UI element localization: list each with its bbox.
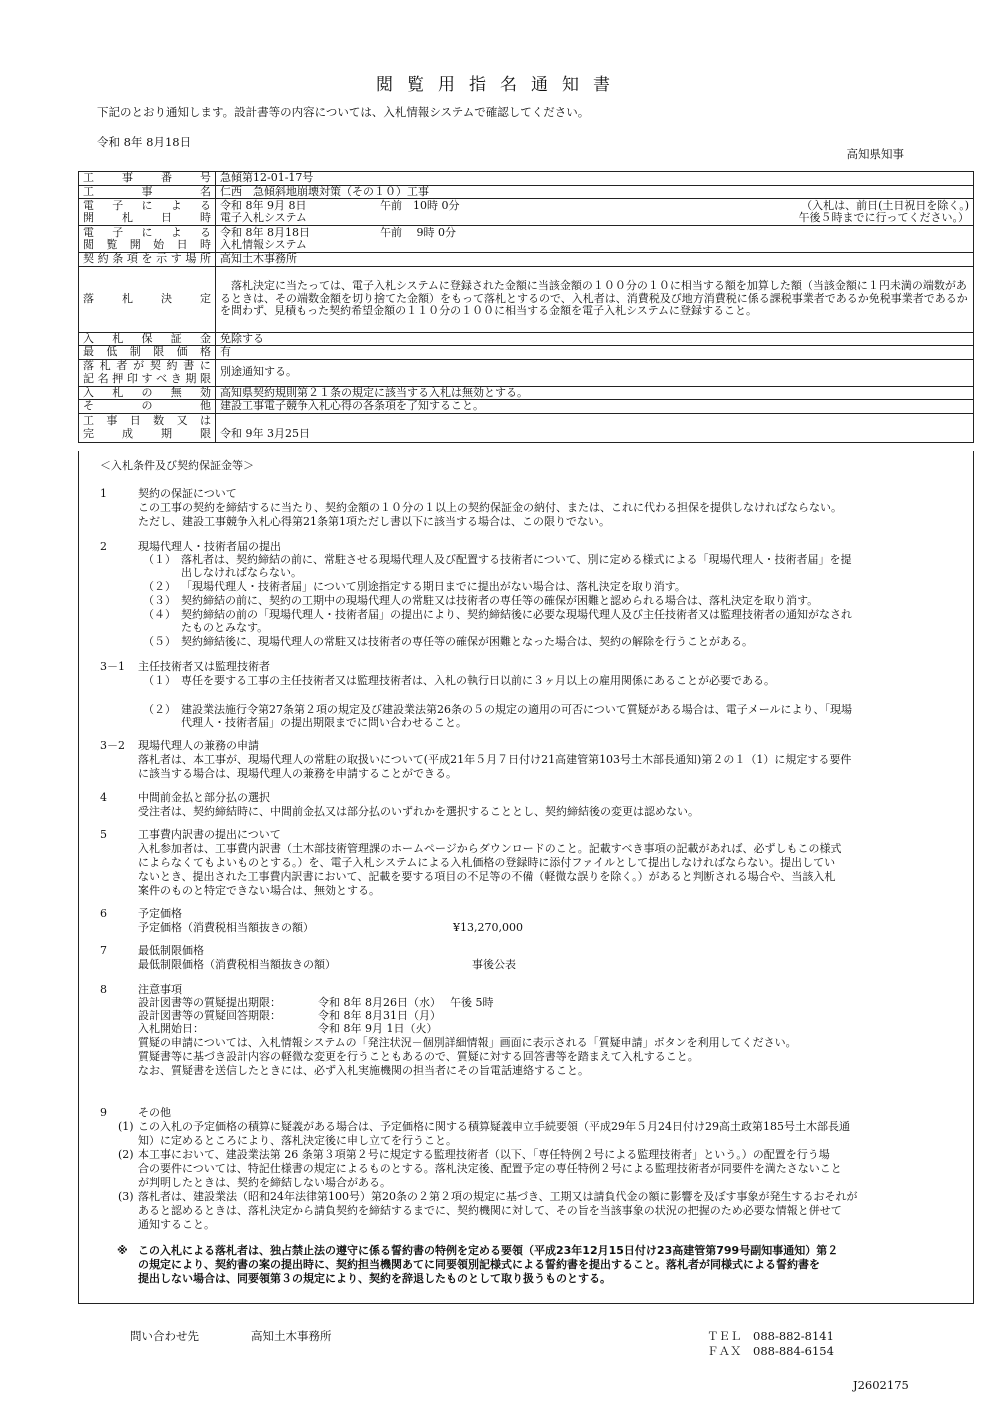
notice-text: の規定により、契約書の案の提出時に、契約担当機関あてに同要領別記様式による誓約書を提出すること。落札者が同様式による誓約書を [138, 1258, 820, 1271]
label-char: 開 [83, 211, 94, 224]
label-char: す [141, 371, 153, 385]
spaced-label [83, 387, 211, 400]
etsuran-system: 入札情報システム [220, 238, 307, 251]
label-rakusatsu [79, 266, 216, 332]
kaisatsu-date: 令和 8年 9月 8日 [220, 198, 307, 212]
section-title: 最低制限価格 [138, 944, 204, 957]
item-text: 知）に定めるところにより、落札決定後に申し立てを行うこと。 [138, 1134, 457, 1147]
label-char: 札 [112, 331, 124, 345]
section-number: 8 [100, 983, 107, 996]
kaisatsu-note2: 午後５時までに行ってください。） [798, 211, 969, 224]
spaced-label [83, 373, 211, 386]
section-title: その他 [138, 1106, 171, 1119]
label-char: 定 [200, 291, 211, 305]
notice-mark: ※ [117, 1244, 128, 1257]
label-char: 時 [199, 238, 211, 251]
label-char: 番 [161, 171, 172, 184]
label-char: 項 [126, 252, 138, 265]
item-text: あると認めるときは、落札決定から請負契約を締結するまでに、契約機関に対して、その旨を当該事象の状況の把握のため必要な情報と併せて [138, 1204, 842, 1217]
label-char: 開 [129, 238, 141, 251]
section-text: に該当する場合は、現場代理人の兼務を申請することができる。 [138, 767, 457, 780]
label-char: 工 [83, 414, 94, 427]
section-text: 受注者は、契約締結時に、中間前金払又は部分払のいずれかを選択することとし、契約締結後の変更は認めない。 [138, 805, 699, 818]
contact-fax: ＦＡＸ 088-884-6154 [707, 1344, 834, 1358]
label-char: 名 [200, 184, 211, 198]
label-char: 効 [200, 385, 211, 399]
label-kanryo [79, 413, 216, 442]
item-text: 落札者は、契約締結の前に、常駐させる現場代理人及び配置する技術者について、別に定める様式による「現場代理人・技術者届」を提 [181, 553, 852, 566]
label-char: 印 [126, 371, 138, 385]
item-text: 専任を要する工事の主任技術者又は監理技術者は、入札の執行日以前に３ヶ月以上の雇用関係にあることが必要である。 [181, 674, 775, 687]
label-char: に [199, 359, 211, 372]
schedule-label: 設計図書等の質疑提出期限： [138, 996, 281, 1009]
value-etsuran [216, 226, 974, 253]
label-kaisatsu [79, 199, 216, 226]
section-number: 3－2 [100, 739, 125, 752]
label-char: 札 [122, 211, 133, 224]
item-number: （２） [143, 703, 176, 716]
section-text: この工事の契約を締結するに当たり、契約金額の１０分の１以上の契約保証金の納付、または、これに代わる担保を提供しなければならない。 [138, 501, 842, 514]
label-char: 限 [200, 426, 211, 440]
item-text: この入札の予定価格の積算に疑義がある場合は、予定価格に関する積算疑義申立手続要領（平成29年５月24日付け29高土政第185号土木部長通 [138, 1120, 850, 1133]
item-text: 出しなければならない。 [181, 566, 302, 579]
section-number: 2 [100, 540, 107, 553]
label-char: 入 [83, 385, 94, 399]
spaced-label [83, 186, 211, 199]
label-char: 期 [185, 371, 197, 385]
label-char: 子 [112, 198, 124, 212]
label-char: が [133, 359, 145, 372]
spaced-label [83, 212, 211, 225]
label-char: 限 [200, 371, 211, 385]
label-char: 期 [161, 426, 172, 440]
spaced-label [83, 415, 211, 428]
item-number: （１） [143, 674, 176, 687]
issuer: 高知県知事 [846, 147, 904, 161]
label-char: 約 [166, 359, 178, 372]
schedule-value: 令和 8年 9月 1日（火） [318, 1022, 438, 1035]
etsuran-date: 令和 8年 8月18日 [220, 225, 310, 239]
label-char: 電 [83, 225, 94, 239]
label-char: 契 [149, 359, 161, 372]
section-title: 現場代理人・技術者届の提出 [138, 540, 281, 553]
label-char: 電 [83, 198, 94, 212]
kaisatsu-line2 [220, 212, 969, 225]
label-char: 日 [161, 211, 172, 224]
label-char: 落 [83, 359, 94, 372]
section-text: 落札者は、本工事が、現場代理人の常駐の取扱いについて(平成21年５月７日付け21高建管第103号土木部長通知)第２の１（1）に規定する要件 [138, 753, 852, 766]
label-char: 押 [112, 371, 124, 385]
label-char: 工 [83, 171, 94, 184]
value-kanryo: 令和 9年 3月25日 [216, 413, 974, 442]
label-char: 事 [106, 414, 118, 427]
label-char: の [141, 385, 153, 399]
item-number: (1) [118, 1120, 134, 1133]
kaisatsu-system: 電子入札システム [220, 211, 307, 224]
item-number: （２） [143, 580, 176, 593]
section-title: 注意事項 [138, 983, 182, 996]
label-char: 格 [199, 345, 211, 358]
label-char: 最 [83, 345, 94, 358]
spaced-label [83, 333, 211, 346]
label-char: 示 [156, 252, 168, 265]
label-kimei [79, 359, 216, 386]
notice-date: 令和 8年 8月18日 [97, 135, 192, 149]
label-char: る [200, 225, 211, 239]
item-text: 本工事において、建設業法第 26 条第３項第２号に規定する監理技術者（以下、「専任特例２号による監理技術者」という。）の配置を行う場 [138, 1148, 830, 1161]
label-char: 始 [153, 238, 165, 251]
section-number: 7 [100, 944, 107, 957]
label-char: 記 [83, 371, 94, 385]
label-mukou [79, 386, 216, 400]
label-char: す [170, 252, 182, 265]
item-text: 建設業法施行令第27条第２項の規定及び建設業法第26条の５の規定の適用の可否について質疑がある場合は、電子メールにより、「現場 [181, 703, 853, 716]
label-koji-bango [79, 172, 216, 186]
spaced-label [83, 400, 211, 413]
section-title: 中間前金払と部分払の選択 [138, 791, 270, 804]
label-char: 決 [161, 291, 172, 305]
item-text: たものとみなす。 [181, 621, 269, 634]
label-char: 条 [112, 252, 124, 265]
label-char: 名 [97, 371, 109, 385]
schedule-label: 設計図書等の質疑回答期限： [138, 1009, 281, 1022]
item-number: (2) [118, 1148, 134, 1161]
value-koji-mei: 仁西 急傾斜地崩壊対策（その１０）工事 [216, 185, 974, 199]
section-text: 案件のものと特定できない場合は、無効とする。 [138, 884, 380, 897]
value-mukou: 高知県契約規則第２１条の規定に該当する入札は無効とする。 [216, 386, 974, 400]
label-hoshokin [79, 332, 216, 346]
saitei-value: 事後公表 [472, 958, 516, 971]
page-title: 閲覧用指名通知書 [376, 75, 624, 95]
label-char: き [170, 371, 182, 385]
item-text: が判明したときは、契約を締結しない場合がある。 [138, 1176, 391, 1189]
value-hoshokin: 免除する [216, 332, 974, 346]
value-kaisatsu [216, 199, 974, 226]
yotei-label: 予定価格（消費税相当額抜きの額） [138, 921, 314, 934]
label-char: 札 [99, 359, 111, 372]
schedule-label: 入札開始日： [138, 1022, 204, 1035]
spaced-label [83, 253, 211, 266]
label-char: よ [170, 225, 182, 239]
label-char: 時 [200, 211, 211, 224]
label-char: る [200, 198, 211, 212]
conditions-heading: ＜入札条件及び契約保証金等＞ [100, 459, 254, 472]
section-number: 6 [100, 907, 107, 920]
label-char: 工 [83, 184, 94, 198]
label-char: 又 [176, 414, 188, 427]
item-number: （５） [143, 635, 176, 648]
label-char: に [141, 198, 153, 212]
item-number: （４） [143, 608, 176, 621]
section-text: によらなくてもよいものとする。）を、電子入札システムによる入札価格の登録時に添付ファイルとして提出しなければならない。提出してい [138, 856, 836, 869]
value-keiyaku-jimusho: 高知土木事務所 [216, 253, 974, 267]
label-char: べ [156, 371, 168, 385]
label-char: 覧 [106, 238, 118, 251]
label-char: 子 [112, 225, 124, 239]
label-char: そ [83, 399, 94, 412]
section-text: ただし、建設工事競争入札心得第21条第1項ただし書以下に該当する場合は、この限りでない。 [138, 515, 610, 528]
item-text: 合の要件については、特記仕様書の規定によるものとする。落札決定後、配置予定の専任特例２号による監理技術者が同要件を満たさないこと [138, 1162, 842, 1175]
spaced-label [83, 200, 211, 213]
label-char: 他 [200, 399, 211, 412]
label-char: 低 [106, 345, 118, 358]
contact-office: 高知土木事務所 [251, 1329, 332, 1343]
section-number: 1 [100, 487, 107, 500]
label-char: を [141, 252, 153, 265]
label-char: 号 [200, 171, 211, 184]
intro-text: 下記のとおり通知します。設計書等の内容については、入札情報システムで確認してください。 [97, 105, 590, 119]
label-char: 無 [170, 385, 182, 399]
section-text: 入札参加者は、工事費内訳書（土木部技術管理課のホームページからダウンロードのこと。記載すべき事項の記載があれば、必ずしもこの様式 [138, 842, 842, 855]
item-text: 契約締結の前の「現場代理人・技術者届」の提出により、契約締結後に必要な現場代理人及び主任技術者又は監理技術者の通知がなされ [181, 608, 852, 621]
label-char: の [141, 399, 153, 412]
spaced-label [83, 428, 211, 441]
section-title: 工事費内訳書の提出について [138, 828, 281, 841]
spaced-label [83, 227, 211, 240]
spaced-label [83, 239, 211, 252]
label-char: 者 [116, 359, 128, 372]
kaisatsu-note1: （入札は、前日(土日祝日を除く。) [801, 198, 969, 212]
label-char: 落 [83, 291, 94, 305]
item-number: (3) [118, 1190, 134, 1203]
label-char: 場 [185, 252, 197, 265]
value-saitei: 有 [216, 346, 974, 360]
section-text: ないとき、提出された工事費内訳書において、記載を要する項目の不足等の不備（軽微な誤りを除く。）があると判断される場合や、当該入札 [138, 870, 836, 883]
label-char: 閲 [83, 238, 94, 251]
label-char: 価 [176, 345, 188, 358]
label-char: 事 [122, 171, 133, 184]
contact-label: 問い合わせ先 [130, 1329, 199, 1343]
section-number: 4 [100, 791, 107, 804]
label-char: よ [170, 198, 182, 212]
label-char: 所 [200, 252, 211, 265]
item-number: （３） [143, 594, 176, 607]
spaced-label [83, 346, 211, 359]
section-number: 3－1 [100, 660, 125, 673]
notice-text: 提出しない場合は、同要領第３の規定により、契約を辞退したものとして取り扱うものとする。 [138, 1272, 611, 1285]
schedule-value: 令和 8年 8月31日（月） [318, 1009, 441, 1022]
label-char: は [199, 414, 211, 427]
value-koji-bango: 急傾第12-01-17号 [216, 172, 974, 186]
section-number: 5 [100, 828, 107, 841]
contact-tel: ＴＥＬ 088-882-8141 [707, 1329, 834, 1343]
etsuran-time: 午前 9時 0分 [380, 225, 456, 239]
label-char: 保 [141, 331, 153, 345]
spaced-label [83, 360, 211, 373]
item-text: 落札者は、建設業法（昭和24年法律第100号）第20条の２第２項の規定に基づき、工期又は請負代金の額に影響を及ぼす事象が発生するおそれが [138, 1190, 858, 1203]
label-char: 入 [83, 331, 94, 345]
section-text: 質疑の申請については、入札情報システムの「発注状況－個別詳細情報」画面に表示される「質疑申請」ボタンを利用してください。 [138, 1036, 797, 1049]
item-text: 代理人・技術者届」の提出期限までに問い合わせること。 [181, 716, 467, 729]
label-char: 約 [97, 252, 109, 265]
spaced-label [83, 293, 211, 306]
label-etsuran [79, 226, 216, 253]
section-title: 予定価格 [138, 907, 182, 920]
section-title: 主任技術者又は監理技術者 [138, 660, 270, 673]
value-kimei: 別途通知する。 [216, 359, 974, 386]
label-char: 日 [176, 238, 188, 251]
saitei-label: 最低制限価格（消費税相当額抜きの額） [138, 958, 336, 971]
section-title: 現場代理人の兼務の申請 [138, 739, 259, 752]
label-char: 制 [129, 345, 141, 358]
label-char: 証 [170, 331, 182, 345]
schedule-value: 令和 8年 8月26日（水） 午後 5時 [318, 996, 494, 1009]
label-char: 書 [183, 359, 195, 372]
label-char: 数 [153, 414, 165, 427]
label-char: 札 [122, 291, 133, 305]
item-text: 契約締結の前に、契約の工期中の現場代理人の常駐又は技術者の専任等の確保が困難と認められる場合は、落札決定を取り消す。 [181, 594, 819, 607]
label-sonota [79, 400, 216, 414]
label-char: 完 [83, 426, 94, 440]
section-title: 契約の保証について [138, 487, 237, 500]
kaisatsu-time: 午前 10時 0分 [380, 198, 460, 212]
item-text: 通知すること。 [138, 1218, 215, 1231]
value-sonota: 建設工事電子競争入札心得の各条項を了知すること。 [216, 400, 974, 414]
label-keiyaku-jimusho [79, 253, 216, 267]
spaced-label [83, 172, 211, 185]
label-char: に [141, 225, 153, 239]
label-char: 契 [83, 252, 94, 265]
notice-text: この入札による落札者は、独占禁止法の遵守に係る誓約書の特例を定める要領（平成23年12月15日付け23高建管第799号副知事通知）第２ [138, 1244, 839, 1257]
info-table [78, 171, 974, 443]
label-char: 限 [153, 345, 165, 358]
item-text: 「現場代理人・技術者届」について別途指定する期日までに提出がない場合は、落札決定を取り消す。 [181, 580, 686, 593]
label-char: 事 [141, 184, 153, 198]
section-text: なお、質疑書を送信したときには、必ず入札実施機関の担当者にその旨電話連絡すること。 [138, 1064, 589, 1077]
section-text: 質疑書等に基づき設計内容の軽微な変更を行うこともあるので、質疑に対する回答書等を踏まえて入札すること。 [138, 1050, 699, 1063]
label-saitei [79, 346, 216, 360]
label-char: 日 [129, 414, 141, 427]
label-koji-mei [79, 185, 216, 199]
item-text: 契約締結後に、現場代理人の常駐又は技術者の専任等の確保が困難となった場合は、契約の解除を行うことがある。 [181, 635, 753, 648]
item-number: （１） [143, 553, 176, 566]
value-rakusatsu: 落札決定に当たっては、電子入札システムに登録された金額に当該金額の１００分の１０に相当する額を加算した額（当該金額に１円未満の端数があるときは、その端数金額を切り捨てた金額）をもって落札とするので、入札者は、消費税及び地方消費税に係る課税事業者であるか免税事業者であるかを問わず、見積もった契約希望金額の１１０分の１００に相当する金額を電子入札システムに登録すること。 [216, 266, 974, 332]
section-number: 9 [100, 1106, 107, 1119]
document-id: J2602175 [853, 1378, 909, 1392]
label-char: 札 [112, 385, 124, 399]
label-char: 金 [200, 331, 211, 345]
yotei-value: ¥13,270,000 [453, 921, 523, 934]
label-char: 成 [122, 426, 133, 440]
